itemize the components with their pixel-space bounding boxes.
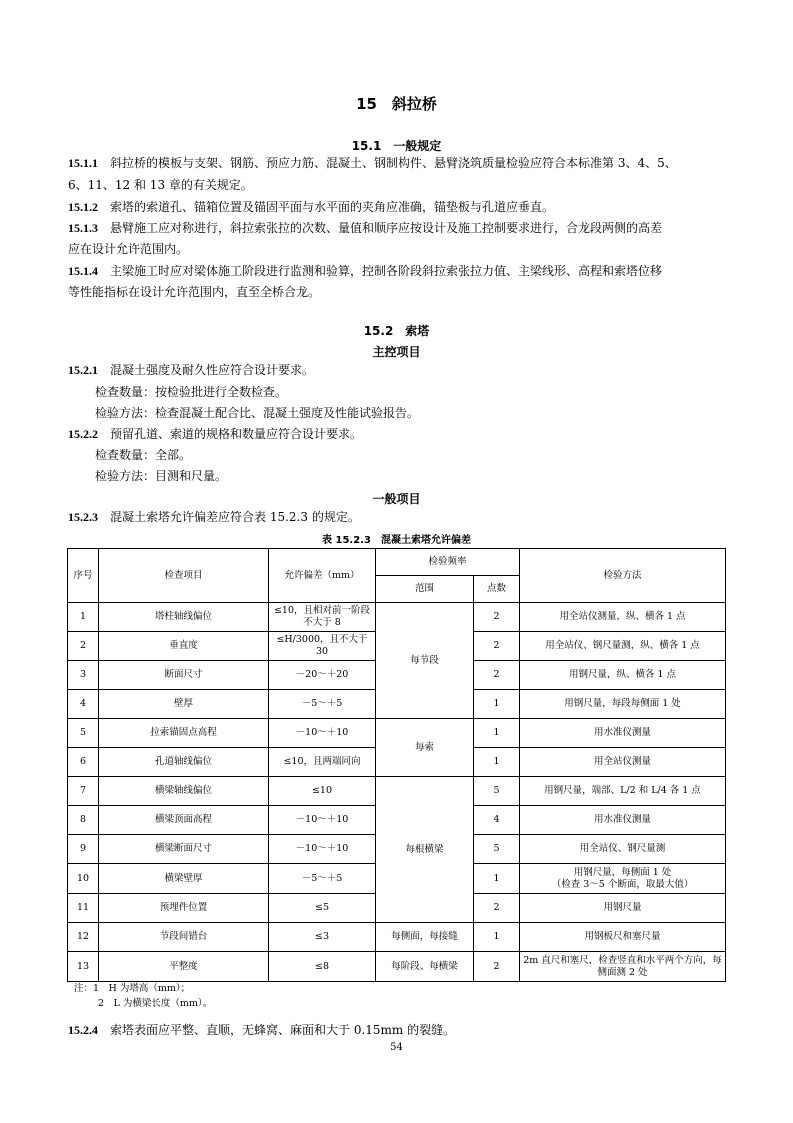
clause-15-1-3: 15.1.3 悬臂施工应对称进行，斜拉索张拉的次数、量值和顺序应按设计及施工控制要求进行，合龙段两侧的高差 [68, 221, 663, 235]
cell-method: 用钢尺量，每段每侧面 1 处 [520, 690, 726, 719]
cell-item: 拉索锚固点高程 [99, 719, 269, 748]
clause-15-1-3-cont: 应在设计允许范围内。 [68, 242, 189, 256]
clause-15-1-1-cont: 6、11、12 和 13 章的有关规定。 [68, 178, 253, 192]
cell-no: 8 [68, 806, 99, 835]
header-range: 范围 [376, 576, 474, 603]
cell-item: 横梁壁厚 [99, 864, 269, 894]
cell-points: 1 [474, 748, 520, 777]
cell-tolerance: －20～＋20 [269, 661, 376, 690]
cell-item: 横梁轴线偏位 [99, 777, 269, 806]
cell-method: 2m 直尺和塞尺，检查竖直和水平两个方向，每侧面测 2 处 [520, 952, 726, 982]
cell-points: 4 [474, 806, 520, 835]
clause-15-2-4: 15.2.4 索塔表面应平整、直顺，无蜂窝、麻面和大于 0.15mm 的裂缝。 [68, 1023, 456, 1037]
clause-15-1-1: 15.1.1 斜拉桥的模板与支架、钢筋、预应力筋、混凝土、钢制构件、悬臂浇筑质量检验应符合本标准第 3、4、5、 [68, 156, 677, 170]
cell-method: 用钢尺量，每侧面 1 处 （检查 3～5 个断面，取最大值） [520, 864, 726, 894]
cell-no: 4 [68, 690, 99, 719]
cell-item: 横梁断面尺寸 [99, 835, 269, 864]
table-note-2: 2 L 为横梁长度（mm）。 [98, 998, 213, 1009]
clause-15-1-4-cont: 等性能指标在设计允许范围内，直至全桥合龙。 [68, 285, 321, 299]
cell-item: 横梁顶面高程 [99, 806, 269, 835]
header-tolerance: 允许偏差（mm） [269, 549, 376, 603]
clause-15-2-2-method: 检验方法：目测和尺量。 [95, 469, 228, 483]
clause-15-2-1-method: 检验方法：检查混凝土配合比、混凝土强度及性能试验报告。 [95, 406, 420, 420]
header-frequency: 检验频率 [376, 549, 520, 576]
header-method: 检验方法 [520, 549, 726, 603]
cell-method: 用水准仪测量 [520, 719, 726, 748]
cell-tolerance: －10～＋10 [269, 806, 376, 835]
cell-points: 2 [474, 894, 520, 923]
cell-no: 13 [68, 952, 99, 982]
table-caption: 表 15.2.3 混凝土索塔允许偏差 [322, 535, 471, 546]
general-items-heading: 一般项目 [372, 492, 421, 506]
cell-tolerance: ≤3 [269, 923, 376, 952]
cell-method: 用钢尺量，端部、L/2 和 L/4 各 1 点 [520, 777, 726, 806]
cell-range: 每侧面，每接缝 [376, 923, 474, 952]
table-row [68, 952, 726, 982]
cell-method: 用钢尺量 [520, 894, 726, 923]
table-row [68, 719, 726, 748]
cell-no: 10 [68, 864, 99, 894]
cell-points: 5 [474, 777, 520, 806]
cell-points: 1 [474, 923, 520, 952]
cell-item: 平整度 [99, 952, 269, 982]
cell-item: 预埋件位置 [99, 894, 269, 923]
cell-points: 2 [474, 661, 520, 690]
table-row [68, 603, 726, 632]
table-note-1: 注：1 H 为塔高（mm）； [74, 983, 191, 994]
cell-range: 每节段 [376, 603, 474, 719]
cell-item: 断面尺寸 [99, 661, 269, 690]
cell-item: 孔道轴线偏位 [99, 748, 269, 777]
cell-no: 6 [68, 748, 99, 777]
cell-method: 用全站仪测量，纵、横各 1 点 [520, 603, 726, 632]
clause-15-2-2: 15.2.2 预留孔道、索道的规格和数量应符合设计要求。 [68, 427, 363, 441]
section-heading-15-1: 15.1 一般规定 [351, 139, 442, 153]
chapter-title: 15 斜拉桥 [356, 95, 437, 113]
cell-method: 用全站仪、钢尺量测，纵、横各 1 点 [520, 632, 726, 661]
cell-points: 2 [474, 632, 520, 661]
header-item: 检查项目 [99, 549, 269, 603]
cell-no: 7 [68, 777, 99, 806]
cell-points: 5 [474, 835, 520, 864]
cell-no: 9 [68, 835, 99, 864]
cell-range: 每根横梁 [376, 777, 474, 923]
header-no: 序号 [68, 549, 99, 603]
cell-range: 每阶段、每横梁 [376, 952, 474, 982]
clause-15-2-3: 15.2.3 混凝土索塔允许偏差应符合表 15.2.3 的规定。 [68, 510, 360, 524]
cell-item: 垂直度 [99, 632, 269, 661]
clause-15-2-1: 15.2.1 混凝土强度及耐久性应符合设计要求。 [68, 363, 315, 377]
cell-tolerance: ≤5 [269, 894, 376, 923]
clause-15-1-2: 15.1.2 索塔的索道孔、锚箱位置及锚固平面与水平面的夹角应准确，锚垫板与孔道应垂直。 [68, 200, 555, 214]
cell-points: 2 [474, 603, 520, 632]
cell-points: 1 [474, 719, 520, 748]
main-control-heading: 主控项目 [372, 345, 421, 359]
cell-no: 1 [68, 603, 99, 632]
tolerance-table [67, 548, 726, 982]
header-points: 点数 [474, 576, 520, 603]
table-row [68, 923, 726, 952]
cell-no: 2 [68, 632, 99, 661]
cell-no: 11 [68, 894, 99, 923]
cell-item: 塔柱轴线偏位 [99, 603, 269, 632]
clause-15-1-4: 15.1.4 主梁施工时应对梁体施工阶段进行监测和验算，控制各阶段斜拉索张拉力值、主梁线形、高程和索塔位移 [68, 264, 663, 278]
page-number: 54 [390, 1042, 403, 1053]
cell-tolerance: ≤8 [269, 952, 376, 982]
cell-method: 用全站仪测量 [520, 748, 726, 777]
cell-tolerance: ≤H/3000，且不大于 30 [269, 632, 376, 661]
cell-method: 用全站仪、钢尺量测 [520, 835, 726, 864]
cell-points: 1 [474, 690, 520, 719]
cell-tolerance: －10～＋10 [269, 835, 376, 864]
cell-method: 用钢尺量，纵、横各 1 点 [520, 661, 726, 690]
cell-tolerance: ≤10，且两端同向 [269, 748, 376, 777]
clause-15-2-1-qty: 检查数量：按检验批进行全数检查。 [95, 385, 288, 399]
cell-points: 1 [474, 864, 520, 894]
section-heading-15-2: 15.2 索塔 [363, 324, 430, 338]
cell-method: 用水准仪测量 [520, 806, 726, 835]
cell-points: 2 [474, 952, 520, 982]
cell-tolerance: －5～＋5 [269, 690, 376, 719]
cell-tolerance: ≤10，且相对前一阶段不大于 8 [269, 603, 376, 632]
table-row [68, 777, 726, 806]
cell-item: 节段间错台 [99, 923, 269, 952]
cell-tolerance: ≤10 [269, 777, 376, 806]
cell-item: 壁厚 [99, 690, 269, 719]
cell-no: 5 [68, 719, 99, 748]
clause-15-2-2-qty: 检查数量：全部。 [95, 448, 192, 462]
cell-no: 3 [68, 661, 99, 690]
cell-method: 用钢板尺和塞尺量 [520, 923, 726, 952]
cell-range: 每索 [376, 719, 474, 777]
cell-tolerance: －10～＋10 [269, 719, 376, 748]
cell-no: 12 [68, 923, 99, 952]
cell-tolerance: －5～＋5 [269, 864, 376, 894]
